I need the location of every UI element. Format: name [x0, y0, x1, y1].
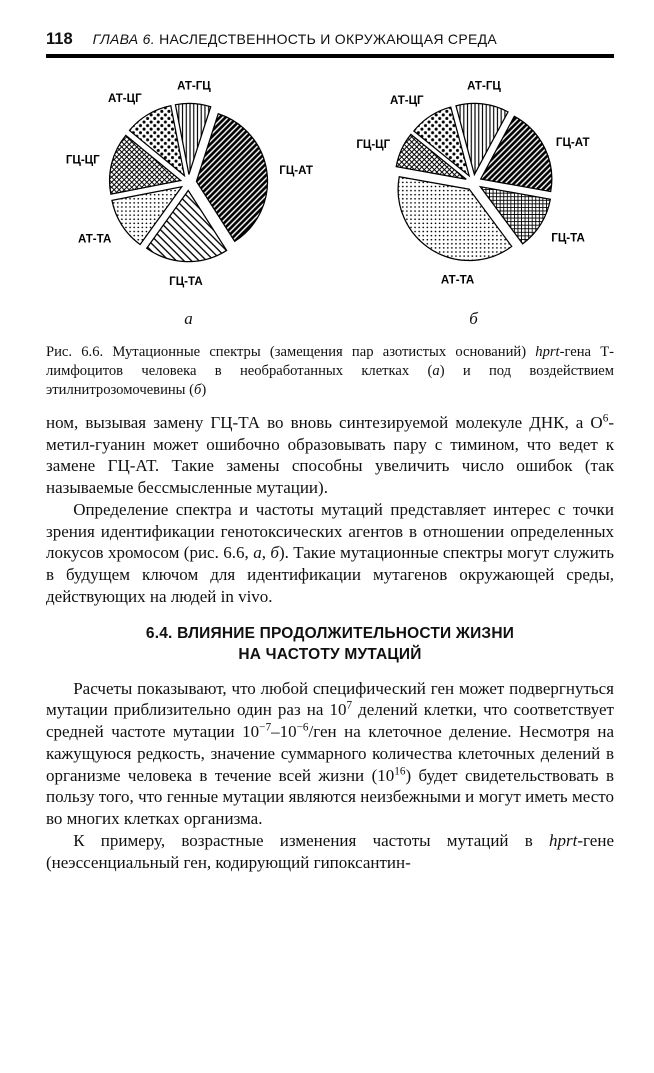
text-run: -метил-гуанин может ошибочно образовывать пару с тимином, что ведет к замене ГЦ-АТ. Такие замены способны увеличить число ошибок (так называемые бессмысленные мутации). — [46, 412, 614, 498]
pie-slice-label: ГЦ-ЦГ — [65, 154, 100, 167]
section-heading-6-4 — [46, 624, 614, 666]
italic-term: б — [194, 381, 202, 398]
pie-chart-a-block — [46, 74, 331, 329]
pie-slice-label: АТ-ГЦ — [467, 80, 501, 93]
pie-charts-row — [46, 74, 614, 329]
superscript: −6 — [296, 721, 309, 734]
chapter-number: ГЛАВА 6. — [92, 31, 155, 47]
chapter-title — [93, 31, 497, 47]
body-text — [46, 412, 614, 873]
pie-slice-label: АТ-ТА — [440, 274, 475, 287]
heading-line-1: 6.4. ВЛИЯНИЕ ПРОДОЛЖИТЕЛЬНОСТИ ЖИЗНИ — [145, 624, 515, 642]
text-run: ном, вызывая замену ГЦ-ТА во вновь синтезируемой молекуле ДНК, а О — [46, 412, 603, 432]
heading-line-2: НА ЧАСТОТУ МУТАЦИЙ — [238, 645, 422, 663]
superscript: 7 — [346, 699, 353, 712]
text-run: К примеру, возрастные изменения частоты мутаций в — [73, 830, 550, 850]
figure-6-6 — [46, 74, 614, 400]
pie-chart-b-block — [331, 74, 616, 329]
pie-slice-label: ГЦ-ТА — [551, 232, 585, 245]
pie-slice-label: АТ-ЦГ — [389, 94, 424, 107]
paragraph-spectrum — [46, 499, 614, 608]
text-run: –10 — [271, 722, 297, 741]
pie-chart-a — [46, 74, 331, 307]
text-run: ). Такие мутационные спектры могут служить в будущем ключом для идентификации мутагенов окружающей среды, действующих на людей in vivo. — [46, 543, 614, 606]
pie-slice-label: АТ-ЦГ — [107, 93, 142, 106]
figure-caption — [46, 343, 614, 400]
italic-term: hprt — [549, 830, 578, 850]
pie-slice-label: АТ-ТА — [77, 233, 112, 246]
text-run: ) и под воздействием этилнитрозомочевины ( — [46, 362, 614, 398]
chart-label-b: б — [469, 309, 478, 328]
text-run: ) — [201, 381, 207, 398]
superscript: 16 — [394, 764, 406, 777]
pie-slice-label: ГЦ-АТ — [279, 165, 313, 178]
text-run: /ген на клеточное деление. Несмотря на кажущуюся редкость, значение суммарного количества клеточных делений в организме человека в течение всей жизни (10 — [46, 722, 614, 785]
chapter-name: НАСЛЕДСТВЕННОСТЬ И ОКРУЖАЮЩАЯ СРЕДА — [159, 31, 498, 47]
superscript: 6 — [602, 412, 609, 425]
page-number: 118 — [46, 30, 73, 48]
running-header — [46, 30, 614, 58]
text-run: Определение спектра и частоты мутаций представляет интерес с точки зрения идентификации генотоксических агентов в отношении определенных локусов хромосом (рис. 6.6, — [46, 499, 614, 563]
text-run: -гене (неэссенциальный ген, кодирующий гипоксантин- — [46, 830, 614, 872]
italic-term: а — [432, 362, 440, 379]
paragraph-hprt — [46, 830, 614, 874]
italic-term: а, б — [253, 543, 279, 563]
chart-label-a: а — [184, 309, 193, 328]
paragraph-continuation — [46, 412, 614, 499]
text-run: Рис. 6.6. Мутационные спектры (замещения пар азотистых оснований) — [46, 344, 536, 360]
pie-chart-b — [331, 74, 616, 307]
superscript: −7 — [259, 721, 272, 734]
pie-slice-label: АТ-ГЦ — [177, 80, 211, 93]
pie-slice-label: ГЦ-ТА — [169, 275, 203, 288]
pie-slice-label: ГЦ-АТ — [555, 137, 590, 150]
text-run: делений клетки, что соответствует средней частоте мутации 10 — [46, 700, 614, 741]
text-run: ) будет свидетельствовать в пользу того, что генные мутации являются неизбежными и могут иметь место во многих клетках организма. — [46, 765, 614, 828]
italic-term: hprt — [535, 344, 560, 360]
text-run: Расчеты показывают, что любой специфический ген может подвергнуться мутации приблизительно один раз на 10 — [46, 678, 614, 720]
pie-slice-label: ГЦ-ЦГ — [356, 138, 391, 151]
paragraph-mutation-rate — [46, 678, 614, 830]
text-run: -гена Т-лимфоцитов человека в необработанных клетках ( — [46, 344, 614, 379]
